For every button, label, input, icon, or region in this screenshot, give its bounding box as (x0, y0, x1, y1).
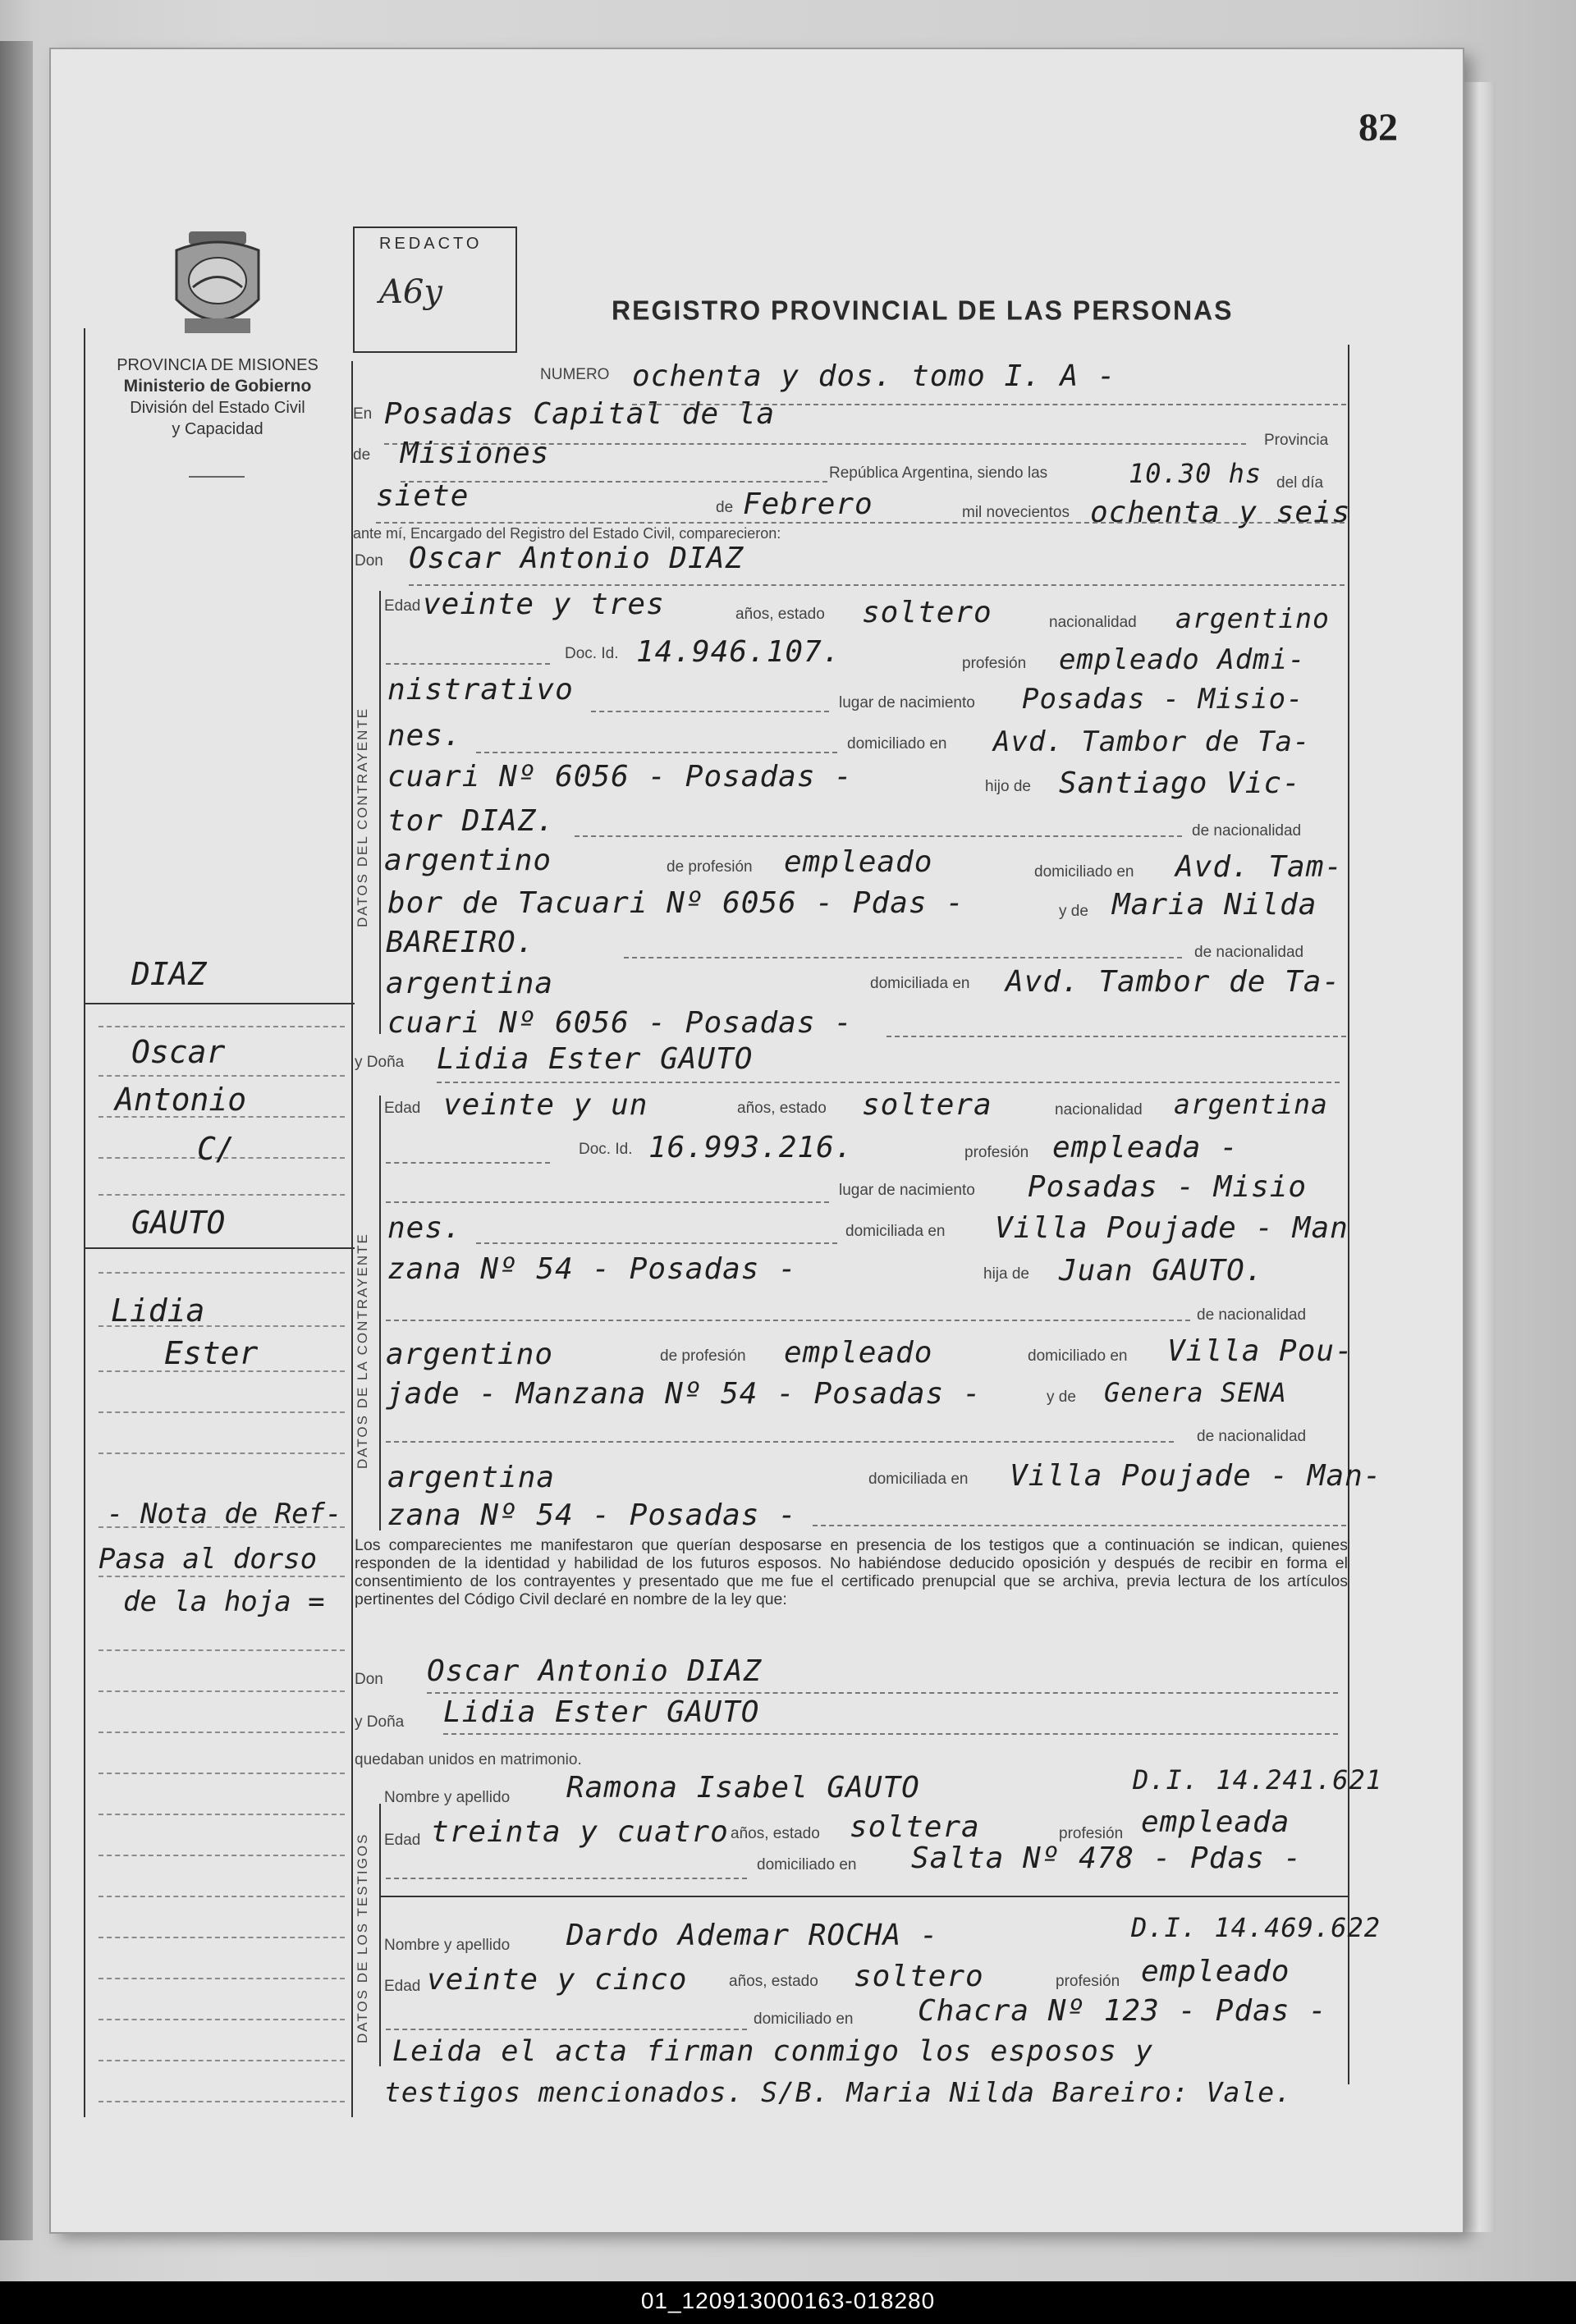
madre-domicilio-c2b: zana Nº 54 - Posadas - (387, 1498, 797, 1532)
padre-domicilio-c2: Villa Pou- (1167, 1334, 1354, 1368)
domicilio-label: domiciliado en (847, 735, 947, 753)
t2-anos-label: años, estado (729, 1973, 818, 1990)
y-de-label: y de (1059, 903, 1088, 920)
declaration-paragraph: Los comparecientes me manifestaron que querían desposarse en presencia de los testigos que a continuación se indican, quienes responden de la identidad y habilidad de los futuros esposos. No habiéndose deducido oposición y después de recibir en forma el consentimiento de los contrayentes y presentado que me fue el certificado prenupcial que se archiva, previa lectura de los artículos pertinentes del Código Civil declaré en nombre de la ley que: (355, 1536, 1348, 1608)
t1-nombre-label: Nombre y apellido (384, 1789, 511, 1806)
mil-label: mil novecientos (962, 504, 1070, 521)
field-line (476, 752, 837, 753)
nacionalidad-label: nacionalidad (1049, 614, 1137, 631)
profesion-label-2: profesión (964, 1144, 1029, 1161)
numero-label: NUMERO (540, 366, 610, 383)
margin-given-2a: Lidia (111, 1292, 205, 1329)
profesion-value: empleado Admi- (1059, 643, 1306, 676)
margin-ruling (98, 1732, 345, 1733)
issuer-block (82, 355, 353, 440)
margin-divider (84, 1003, 355, 1004)
margin-ruling (98, 2019, 345, 2020)
t2-estado: soltero (854, 1960, 984, 1993)
section-border-2 (379, 1096, 381, 1530)
margin-ruling (98, 1452, 345, 1454)
mes-value: Febrero (743, 487, 873, 521)
t2-nombre: Dardo Ademar ROCHA - (566, 1919, 939, 1952)
ante-label: ante mí, Encargado del Registro del Estado Civil, comparecieron: (353, 525, 781, 542)
margin-given-2b: Ester (164, 1335, 259, 1371)
field-line (386, 1162, 550, 1164)
divider (189, 476, 245, 478)
doc-value-2: 16.993.216. (648, 1131, 854, 1164)
domicilio-value-2: cuari Nº 6056 - Posadas - (387, 760, 853, 794)
lugar-value: Posadas - Misio- (1022, 683, 1304, 716)
margin-ruling (98, 1075, 345, 1077)
madre-value: Maria Nilda (1112, 888, 1317, 922)
republica-label: República Argentina, siendo las (829, 464, 1048, 482)
anio-value: ochenta y seis (1090, 496, 1351, 529)
de-label: de (353, 446, 371, 464)
de-profesion-label: de profesión (667, 858, 753, 876)
section-border-1 (379, 591, 381, 1034)
t1-doc: D.I. 14.241.621 (1133, 1764, 1382, 1796)
field-line (386, 1201, 829, 1203)
closing-line-1: Leida el acta firman conmigo los esposos y (392, 2035, 1154, 2068)
ministry-name: Ministerio de Gobierno (123, 377, 312, 396)
margin-given-1b: Antonio (115, 1082, 247, 1118)
field-line (813, 1525, 1346, 1526)
t2-profesion: empleado (1141, 1955, 1290, 1988)
t1-estado: soltera (850, 1810, 980, 1844)
redacto-label: REDACTO (379, 235, 483, 253)
edad-value: veinte y tres (423, 588, 665, 621)
nacionalidad-value-2: argentina (1174, 1088, 1328, 1120)
margin-ruling (98, 1814, 345, 1815)
margin-note-line-1: - Nota de Ref- (107, 1498, 342, 1530)
division-line-1: División del Estado Civil (130, 399, 305, 417)
del-dia-label: del día (1276, 474, 1324, 492)
decl-don-label: Don (355, 1671, 383, 1688)
de-profesion-label-c2: de profesión (660, 1347, 746, 1365)
estado-value-2: soltera (862, 1088, 992, 1122)
madre-value-2: BAREIRO. (386, 926, 535, 959)
provincial-crest-icon (164, 230, 271, 345)
doc-label-2: Doc. Id. (579, 1141, 633, 1158)
domicilio-value-c2b: zana Nº 54 - Posadas - (387, 1252, 797, 1286)
file-label: 01_120913000163-018280 (640, 2288, 936, 2313)
lugar-label-2: lugar de nacimiento (839, 1182, 975, 1199)
section-label-contrayente-2: DATOS DE LA CONTRAYENTE (355, 1233, 370, 1469)
provincia-label: Provincia (1264, 432, 1329, 449)
lugar-label: lugar de nacimiento (839, 694, 975, 711)
margin-ruling (98, 1411, 345, 1413)
hora-value: 10.30 hs (1129, 458, 1262, 489)
domicilio-label-2: domiciliado en (1034, 863, 1134, 881)
province-name: PROVINCIA DE MISIONES (117, 356, 318, 374)
margin-surname-2: GAUTO (131, 1205, 226, 1241)
field-line (386, 2029, 747, 2030)
madre-value-c2: Genera SENA (1104, 1377, 1287, 1408)
redacto-initials: A6y (379, 273, 442, 311)
field-line (575, 835, 1182, 837)
t2-domicilio-label: domiciliado en (754, 2011, 854, 2028)
domicilio-label-3: domiciliada en (870, 975, 970, 992)
nacionalidad-value: argentino (1175, 602, 1330, 634)
field-line (476, 1242, 837, 1244)
profesion-label: profesión (962, 655, 1027, 672)
padre-domicilio-2: bor de Tacuari Nº 6056 - Pdas - (387, 886, 964, 920)
y-de-label-c2: y de (1047, 1388, 1076, 1406)
domicilio-label-c2c: domiciliada en (868, 1471, 969, 1488)
field-line (443, 1733, 1338, 1735)
lugar-value-2c: nes. (387, 1211, 462, 1245)
padre-nacionalidad-c2: argentino (386, 1338, 554, 1371)
margin-ruling (98, 2101, 345, 2102)
decl-dona-label: y Doña (355, 1713, 405, 1731)
t1-domicilio: Salta Nº 478 - Pdas - (911, 1841, 1303, 1875)
hija-label: hija de (983, 1265, 1029, 1283)
domicilio-value: Avd. Tambor de Ta- (993, 725, 1311, 758)
field-line (386, 1441, 1174, 1443)
margin-ruling (98, 1937, 345, 1938)
page-number: 82 (1358, 106, 1398, 149)
de-nacionalidad-label-c2: de nacionalidad (1197, 1306, 1307, 1324)
edad-label-2: Edad (384, 1100, 421, 1117)
margin-ruling (98, 1855, 345, 1856)
profesion-value-2: nistrativo (387, 673, 574, 707)
decl-don-value: Oscar Antonio DIAZ (427, 1654, 763, 1688)
margin-border-right (351, 361, 353, 2117)
section-label-testigos: DATOS DE LOS TESTIGOS (355, 1832, 370, 2043)
madre-nacionalidad: argentina (386, 967, 554, 1000)
de-nacionalidad-label-c2b: de nacionalidad (1197, 1428, 1307, 1445)
margin-divider (84, 1247, 355, 1249)
t2-domicilio: Chacra Nº 123 - Pdas - (918, 1994, 1327, 2028)
padre-domicilio: Avd. Tam- (1175, 850, 1344, 884)
redacto-box (353, 226, 517, 353)
t1-nombre: Ramona Isabel GAUTO (566, 1771, 920, 1805)
closing-line-2: testigos mencionados. S/B. Maria Nilda Bareiro: Vale. (384, 2076, 1292, 2108)
t2-edad-label: Edad (384, 1978, 421, 1995)
margin-note-line-3: de la hoja = (123, 1585, 325, 1618)
division-line-2: y Capacidad (172, 420, 263, 438)
padre-profesion-c2: empleado (784, 1336, 933, 1370)
padre-nacionalidad: argentino (384, 844, 552, 877)
madre-domicilio: Avd. Tambor de Ta- (1006, 965, 1341, 999)
t2-edad: veinte y cinco (427, 1963, 688, 1997)
de-nacionalidad-label-2: de nacionalidad (1194, 944, 1304, 961)
field-line (386, 1878, 747, 1879)
book-binding (0, 41, 33, 2240)
margin-ruling (98, 1690, 345, 1692)
edad-value-2: veinte y un (443, 1088, 648, 1122)
t1-edad-label: Edad (384, 1832, 421, 1849)
dona-label: y Doña (355, 1054, 405, 1071)
margin-note-line-2: Pasa al dorso (98, 1543, 318, 1576)
dia-value: siete (376, 479, 470, 513)
don-value: Oscar Antonio DIAZ (409, 542, 744, 575)
anos-label-2: años, estado (737, 1100, 827, 1117)
section-label-contrayente: DATOS DEL CONTRAYENTE (355, 707, 370, 927)
section-border-3 (379, 1804, 381, 2066)
numero-value: ochenta y dos. tomo I. A - (632, 359, 1116, 393)
anos-label: años, estado (735, 606, 825, 623)
madre-domicilio-2: cuari Nº 6056 - Posadas - (387, 1006, 853, 1040)
t1-domicilio-label: domiciliado en (757, 1856, 857, 1873)
margin-ruling (98, 1978, 345, 1979)
margin-ruling (98, 1026, 345, 1027)
t2-doc: D.I. 14.469.622 (1131, 1912, 1381, 1943)
padre-value-c2: Juan GAUTO. (1059, 1254, 1264, 1288)
margin-ruling (98, 1773, 345, 1774)
en-label: En (353, 405, 373, 423)
decl-dona-value: Lidia Ester GAUTO (443, 1695, 760, 1729)
page-edge (1463, 82, 1496, 2232)
padre-profesion: empleado (784, 845, 933, 879)
dona-value: Lidia Ester GAUTO (437, 1042, 754, 1076)
field-line (886, 1036, 1346, 1037)
t1-profesion-label: profesión (1059, 1825, 1124, 1842)
nacionalidad-label-2: nacionalidad (1055, 1101, 1143, 1119)
madre-domicilio-c2: Villa Poujade - Man- (1010, 1459, 1382, 1493)
doc-value: 14.946.107. (636, 635, 841, 669)
don-label: Don (355, 552, 383, 570)
t1-anos-label: años, estado (731, 1825, 820, 1842)
field-line (376, 522, 1345, 524)
padre-value: Santiago Vic- (1059, 766, 1301, 800)
estado-value: soltero (862, 596, 992, 629)
field-line (624, 957, 1182, 958)
padre-value-2: tor DIAZ. (387, 804, 556, 838)
lugar-value-2: nes. (387, 719, 462, 753)
margin-given-1a: Oscar (131, 1034, 226, 1070)
domicilio-label-c2: domiciliada en (845, 1223, 946, 1240)
field-line (409, 584, 1345, 586)
margin-ruling (98, 1576, 345, 1577)
domicilio-value-c2: Villa Poujade - Man (995, 1211, 1349, 1245)
field-line (591, 711, 829, 712)
margin-ruling (98, 1896, 345, 1897)
field-line (437, 1082, 1340, 1083)
madre-nacionalidad-c2: argentina (387, 1461, 556, 1494)
margin-ruling (98, 1272, 345, 1274)
t1-profesion: empleada (1141, 1805, 1290, 1839)
unidos-text: quedaban unidos en matrimonio. (355, 1751, 582, 1768)
profesion-value-2: empleada - (1052, 1131, 1239, 1164)
de-nacionalidad-label: de nacionalidad (1192, 822, 1302, 839)
t1-edad: treinta y cuatro (431, 1815, 729, 1849)
margin-ruling (98, 1194, 345, 1196)
en-value: Posadas Capital de la (384, 397, 776, 431)
t2-nombre-label: Nombre y apellido (384, 1937, 511, 1954)
edad-label: Edad (384, 597, 421, 615)
margin-border-left (84, 328, 85, 2117)
field-line (386, 663, 550, 665)
field-line (386, 1320, 1190, 1321)
margin-surname-1: DIAZ (131, 956, 207, 992)
domicilio-label-c2b: domiciliado en (1028, 1347, 1128, 1365)
hijo-label: hijo de (985, 778, 1031, 795)
doc-label: Doc. Id. (565, 645, 619, 662)
margin-connector: C/ (197, 1131, 235, 1167)
de-value: Misiones (401, 437, 550, 470)
de-mes-label: de (716, 499, 734, 516)
lugar-value-2b: Posadas - Misio (1028, 1170, 1308, 1204)
field-line (427, 1692, 1338, 1694)
margin-ruling (98, 2060, 345, 2061)
witness-divider (379, 1896, 1348, 1897)
t2-profesion-label: profesión (1056, 1973, 1120, 1990)
document-title: REGISTRO PROVINCIAL DE LAS PERSONAS (612, 295, 1234, 326)
margin-ruling (98, 1649, 345, 1651)
padre-domicilio-c2b: jade - Manzana Nº 54 - Posadas - (386, 1377, 982, 1411)
